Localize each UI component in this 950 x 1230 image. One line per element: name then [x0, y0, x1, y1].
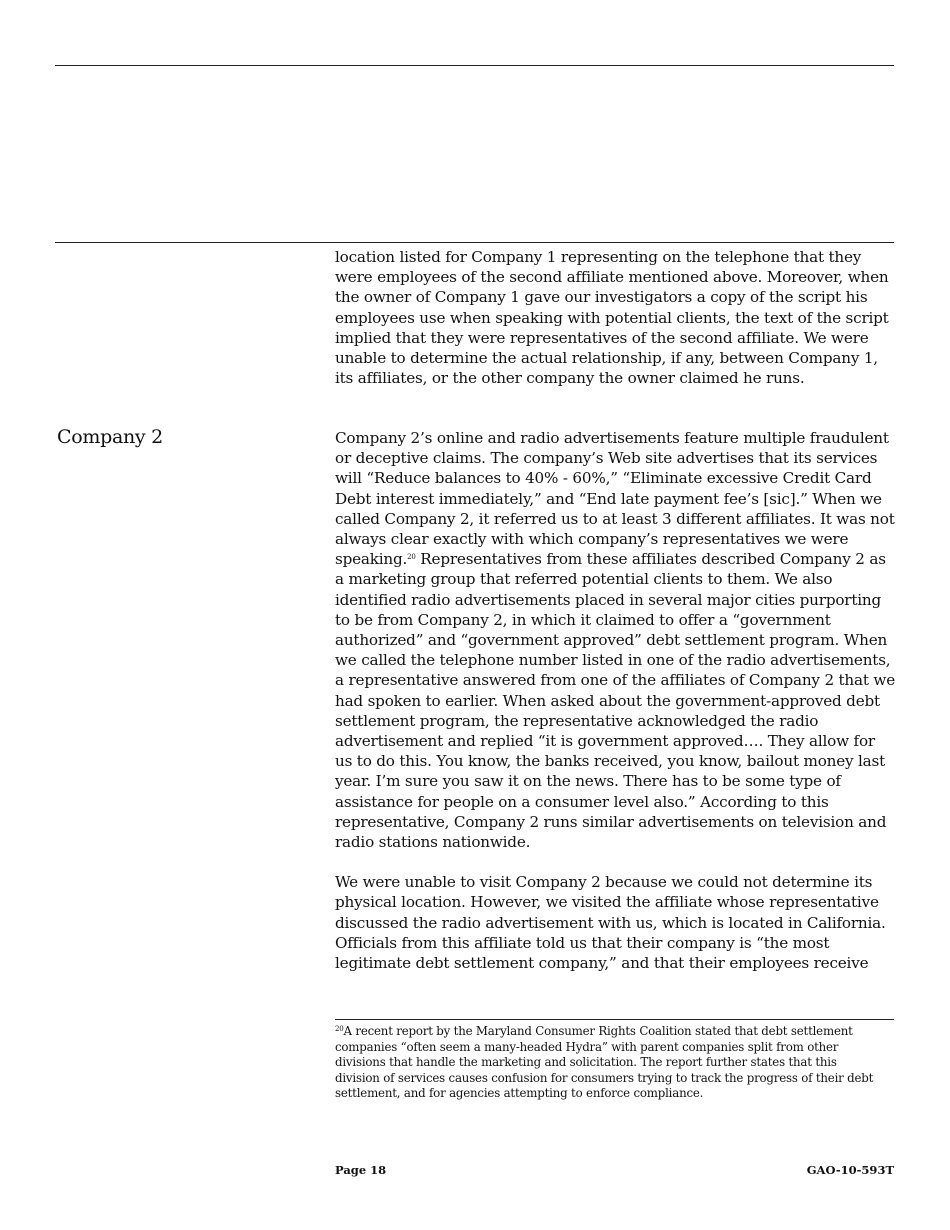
section-paragraph-1	[335, 428, 895, 852]
report-number: GAO-10-593T	[806, 1163, 894, 1177]
footnote-number: 20	[335, 1025, 344, 1033]
footnote-reference[interactable]: 20	[407, 553, 416, 562]
footnote	[335, 1024, 880, 1102]
section-heading: Company 2	[57, 426, 163, 448]
top-rule	[55, 65, 894, 66]
section-body	[335, 428, 895, 973]
paragraph-1-text-b: Representatives from these affiliates described Company 2 as a marketing group that referred potential clients to them. We also identified radio advertisements placed in several major cities purporting to be from Company 2, in which it claimed to offer a “government authorized” and “government approved” debt settlement program. When we called the telephone number listed in one of the radio advertisements, a representative answered from one of the affiliates of Company 2 that we had spoken to earlier. When asked about the government-approved debt settlement program, the representative acknowledged the radio advertisement and replied “it is government approved…. They allow for us to do this. You know, the banks received, you know, bailout money last year. I’m sure you saw it on the news. There has to be some type of assistance for people on a consumer level also.” According to this representative, Company 2 runs similar advertisements on television and radio stations nationwide.	[335, 550, 895, 852]
footnote-text: A recent report by the Maryland Consumer Rights Coalition stated that debt settlement companies “often seem a many-headed Hydra” with parent companies split from other divisions that handle the marketing and solicitation. The report further states that this division of services causes confusion for consumers trying to track the progress of their debt settlement, and for agencies attempting to enforce compliance.	[335, 1024, 874, 1101]
header-rule	[55, 242, 894, 243]
footnote-rule	[335, 1019, 894, 1020]
section-paragraph-2: We were unable to visit Company 2 because we could not determine its physical location. However, we visited the affiliate whose representative discussed the radio advertisement with us, which is located in California. Officials from this affiliate told us that their company is “the most legitimate debt settlement company,” and that their employees receive	[335, 873, 886, 973]
page-number: Page 18	[335, 1163, 387, 1177]
continued-paragraph-text: location listed for Company 1 representing on the telephone that they were employees of the second affiliate mentioned above. Moreover, when the owner of Company 1 gave our investigators a copy of the script his employees use when speaking with potential clients, the text of the script implied that they were representatives of the second affiliate. We were unable to determine the actual relationship, if any, between Company 1, its affiliates, or the other company the owner claimed he runs.	[335, 248, 889, 388]
continued-paragraph	[335, 247, 895, 388]
paragraph-1-text-a: Company 2’s online and radio advertisements feature multiple fraudulent or deceptive claims. The company’s Web site advertises that its services will “Reduce balances to 40% - 60%,” “Eliminate excessive Credit Card Debt interest immediately,” and “End late payment fee’s [sic].” When we called Company 2, it referred us to at least 3 different affiliates. It was not always clear exactly with which company’s representatives we were speaking.	[335, 429, 895, 569]
